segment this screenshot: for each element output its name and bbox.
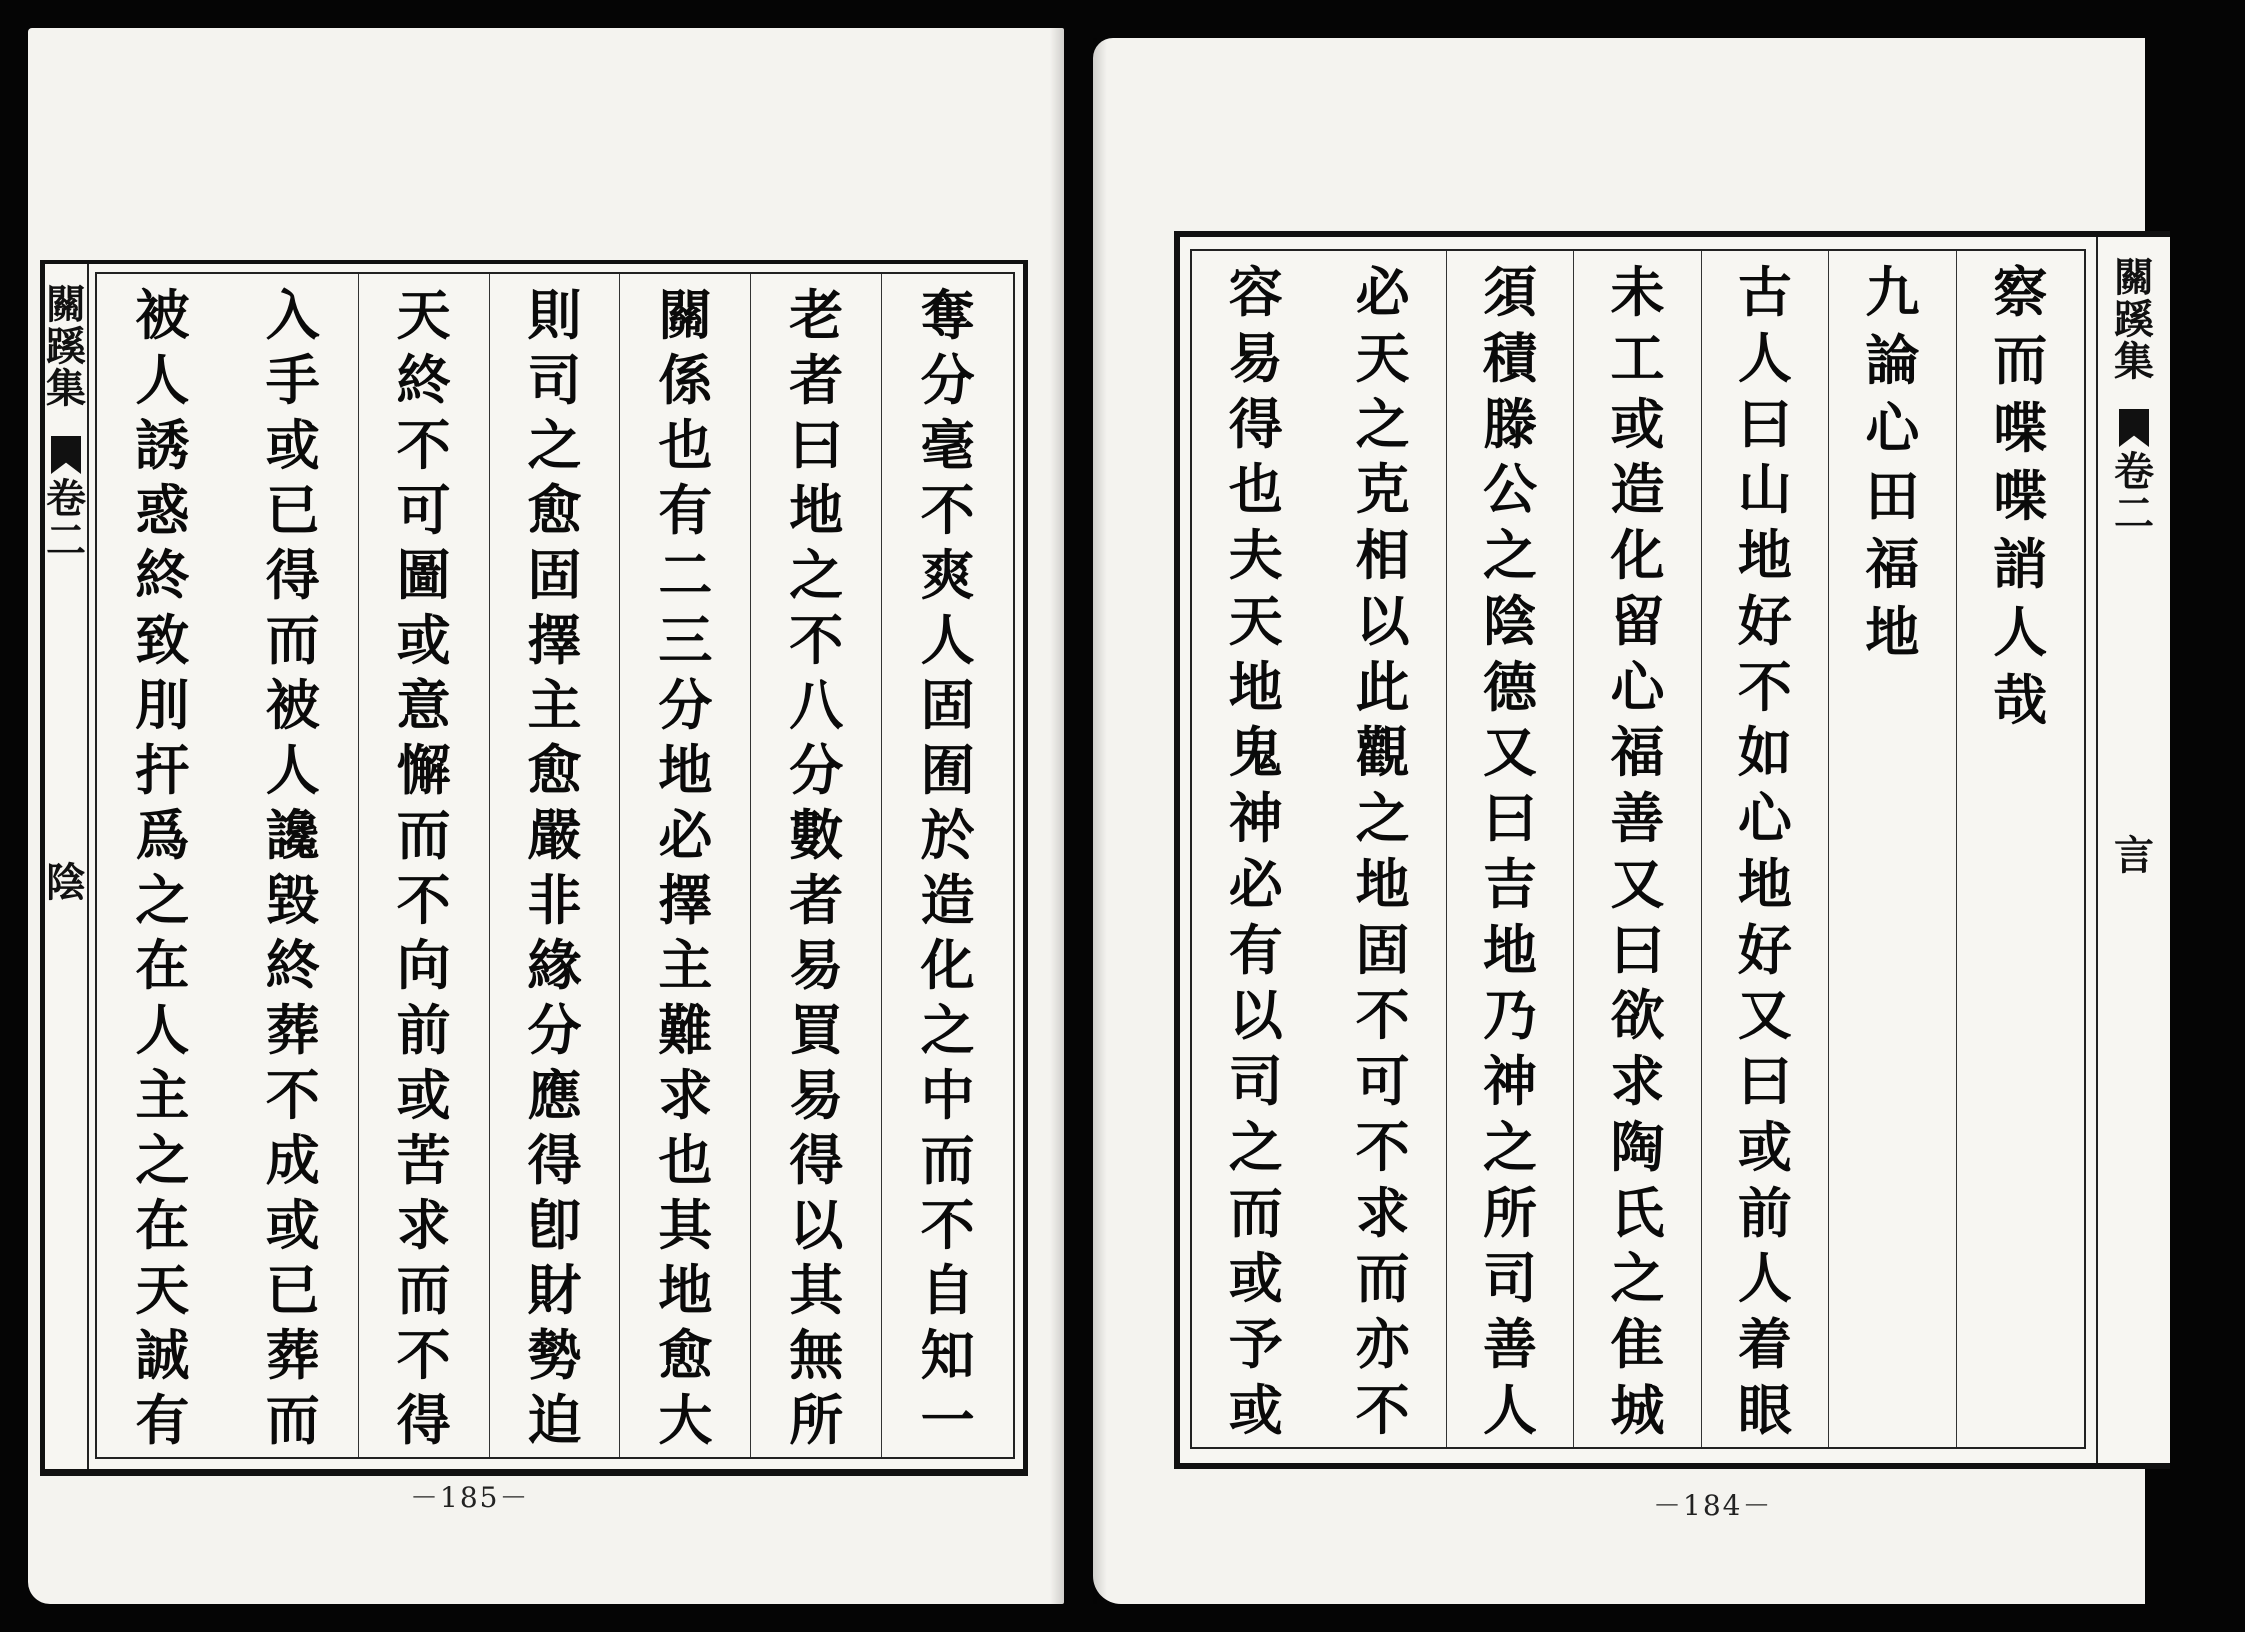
text-char: 分 [658, 673, 713, 737]
text-char: 之 [1483, 1114, 1538, 1179]
text-column [620, 274, 751, 1457]
text-char: 成 [265, 1128, 320, 1192]
text-char: 易 [789, 1063, 844, 1127]
text-char: 知 [920, 1323, 975, 1387]
text-char: 天 [1355, 325, 1410, 390]
spine-title-char: 蹊 [2114, 296, 2154, 343]
text-char: 固 [920, 673, 975, 737]
text-column [751, 274, 882, 1457]
text-char: 而 [1355, 1246, 1410, 1311]
text-char: 應 [527, 1063, 582, 1127]
text-char: 必 [1228, 851, 1283, 916]
text-char: 地 [1483, 917, 1538, 982]
page-number-right: －184－ [1653, 1489, 1773, 1522]
text-char: 又 [1483, 720, 1538, 785]
text-char: 得 [265, 543, 320, 607]
text-char: 難 [658, 998, 713, 1062]
text-char: 喋 [1993, 464, 2048, 528]
text-char: 好 [1737, 588, 1792, 653]
text-char: 九 [1865, 260, 1920, 324]
text-char: 留 [1610, 588, 1665, 653]
text-char: 手 [265, 348, 320, 412]
text-char: 而 [1228, 1180, 1283, 1245]
text-char: 人 [920, 608, 975, 672]
right-columns [1192, 251, 2084, 1447]
text-char: 在 [135, 933, 190, 997]
text-char: 被 [135, 283, 190, 347]
text-char: 葬 [265, 998, 320, 1062]
text-char: 造 [1610, 457, 1665, 522]
text-char: 毀 [265, 868, 320, 932]
text-char: 曰 [1610, 917, 1665, 982]
text-char: 人 [1993, 600, 2048, 664]
text-char: 或 [1610, 391, 1665, 456]
text-char: 克 [1355, 457, 1410, 522]
text-char: 之 [1355, 786, 1410, 850]
text-char: 化 [920, 933, 975, 997]
text-char: 惑 [135, 478, 190, 542]
text-char: 論 [1865, 328, 1920, 392]
text-char: 得 [1228, 391, 1283, 456]
text-char: 也 [658, 413, 713, 477]
text-char: 不 [1355, 1377, 1410, 1442]
text-char: 或 [1228, 1246, 1283, 1311]
text-char: 夫 [1228, 523, 1283, 587]
text-char: 此 [1355, 654, 1410, 719]
text-char: 古 [1737, 260, 1792, 324]
text-char: 被 [265, 673, 320, 737]
text-char: 所 [1483, 1180, 1538, 1245]
text-char: 囿 [920, 738, 975, 802]
text-char: 非 [527, 868, 582, 932]
text-char: 有 [135, 1388, 190, 1452]
text-char: 終 [135, 543, 190, 607]
text-char: 有 [658, 478, 713, 542]
text-char: 察 [1993, 260, 2048, 324]
text-char: 人 [1737, 325, 1792, 390]
text-char: 以 [1228, 983, 1283, 1048]
text-char: 喋 [1993, 396, 2048, 460]
text-char: 分 [920, 348, 975, 412]
spine-volume-char: 二 [2114, 490, 2154, 537]
text-char: 前 [1737, 1180, 1792, 1245]
text-char: 之 [1610, 1246, 1665, 1311]
text-char: 有 [1228, 917, 1283, 982]
text-char: 意 [396, 673, 451, 737]
text-char: 不 [1355, 1114, 1410, 1179]
text-char: 得 [527, 1128, 582, 1192]
text-char: 或 [1228, 1377, 1283, 1442]
text-char: 眼 [1737, 1377, 1792, 1442]
right-page-spine [2096, 237, 2170, 1463]
text-char: 神 [1228, 786, 1283, 850]
text-char: 一 [920, 1388, 975, 1452]
text-char: 或 [265, 1193, 320, 1257]
text-char: 以 [1355, 588, 1410, 653]
text-char: 地 [1228, 654, 1283, 719]
text-char: 地 [789, 478, 844, 542]
text-char: 致 [135, 608, 190, 672]
text-char: 不 [396, 868, 451, 932]
text-char: 求 [658, 1063, 713, 1127]
text-column [1829, 251, 1956, 1447]
text-char: 不 [265, 1063, 320, 1127]
text-char: 地 [1737, 523, 1792, 587]
text-char: 心 [1737, 786, 1792, 850]
text-char: 或 [396, 1063, 451, 1127]
text-char: 地 [1737, 851, 1792, 916]
text-char: 苦 [396, 1128, 451, 1192]
text-char: 財 [527, 1258, 582, 1322]
text-char: 入 [265, 283, 320, 347]
text-char: 亦 [1355, 1312, 1410, 1376]
text-char: 而 [396, 1258, 451, 1322]
text-char: 地 [658, 1258, 713, 1322]
text-char: 天 [135, 1258, 190, 1322]
text-char: 曰 [1737, 1049, 1792, 1113]
text-char: 曰 [789, 413, 844, 477]
text-char: 善 [1483, 1312, 1538, 1376]
text-char: 心 [1865, 396, 1920, 460]
text-char: 中 [920, 1063, 975, 1127]
text-char: 所 [789, 1388, 844, 1452]
left-text-block [95, 272, 1015, 1459]
text-char: 則 [527, 283, 582, 347]
text-char: 三 [658, 608, 713, 672]
text-char: 造 [920, 868, 975, 932]
text-char: 人 [1737, 1246, 1792, 1311]
text-char: 之 [789, 543, 844, 607]
text-char: 卽 [527, 1193, 582, 1257]
text-char: 係 [658, 348, 713, 412]
text-char: 終 [396, 348, 451, 412]
text-column [1702, 251, 1829, 1447]
text-char: 自 [920, 1258, 975, 1322]
text-char: 圖 [396, 543, 451, 607]
text-char: 隹 [1610, 1312, 1665, 1376]
right-page-frame [1174, 231, 2170, 1469]
spine-volume-char: 卷 [46, 475, 86, 522]
spine-title-char: 關 [2114, 254, 2154, 301]
text-char: 之 [135, 1128, 190, 1192]
text-char: 得 [789, 1128, 844, 1192]
text-char: 司 [527, 348, 582, 412]
text-char: 葬 [265, 1323, 320, 1387]
text-char: 觀 [1355, 720, 1410, 785]
text-char: 主 [658, 933, 713, 997]
text-char: 山 [1737, 457, 1792, 522]
text-char: 須 [1483, 260, 1538, 324]
text-char: 擇 [527, 608, 582, 672]
fish-tail-mark [51, 436, 81, 474]
spine-title-char: 關 [46, 281, 86, 328]
text-char: 可 [1355, 1049, 1410, 1113]
text-column [97, 274, 228, 1457]
text-column [1319, 251, 1446, 1447]
text-char: 扞 [135, 738, 190, 802]
text-char: 積 [1483, 325, 1538, 390]
text-char: 易 [789, 933, 844, 997]
text-char: 曰 [1737, 391, 1792, 456]
text-char: 固 [1355, 917, 1410, 982]
text-char: 地 [1355, 851, 1410, 916]
text-char: 八 [789, 673, 844, 737]
text-char: 陰 [1483, 588, 1538, 653]
text-char: 不 [1355, 983, 1410, 1048]
text-char: 主 [527, 673, 582, 737]
text-char: 買 [789, 998, 844, 1062]
text-char: 又 [1610, 851, 1665, 916]
text-char: 不 [789, 608, 844, 672]
text-char: 分 [527, 998, 582, 1062]
text-char: 嚴 [527, 803, 582, 867]
gutter-shadow [1050, 28, 1064, 1604]
text-char: 滕 [1483, 391, 1538, 456]
text-char: 求 [396, 1193, 451, 1257]
spine-bottom-char: 言 [2114, 832, 2154, 879]
text-char: 天 [396, 283, 451, 347]
text-char: 不 [920, 478, 975, 542]
gutter-shadow [1093, 38, 1107, 1604]
text-char: 固 [527, 543, 582, 607]
text-char: 老 [789, 283, 844, 347]
text-char: 容 [1228, 260, 1283, 324]
text-char: 勢 [527, 1323, 582, 1387]
text-char: 爲 [135, 803, 190, 867]
text-char: 心 [1610, 654, 1665, 719]
spine-title-char: 蹊 [46, 323, 86, 370]
text-char: 之 [1355, 391, 1410, 456]
text-char: 在 [135, 1193, 190, 1257]
text-char: 之 [920, 998, 975, 1062]
text-char: 司 [1483, 1246, 1538, 1311]
text-char: 於 [920, 803, 975, 867]
text-column [1957, 251, 2084, 1447]
text-char: 誚 [1993, 532, 2048, 596]
text-char: 天 [1228, 588, 1283, 653]
text-char: 也 [658, 1128, 713, 1192]
text-char: 已 [265, 478, 320, 542]
text-char: 德 [1483, 654, 1538, 719]
text-char: 人 [1483, 1377, 1538, 1442]
text-char: 哉 [1993, 668, 2048, 732]
text-char: 乃 [1483, 983, 1538, 1048]
text-char: 向 [396, 933, 451, 997]
text-char: 公 [1483, 457, 1538, 522]
text-char: 城 [1610, 1377, 1665, 1442]
text-char: 陶 [1610, 1114, 1665, 1179]
text-char: 者 [789, 868, 844, 932]
text-column [359, 274, 490, 1457]
spine-title-char: 集 [2114, 338, 2154, 385]
text-char: 奪 [920, 283, 975, 347]
spine-bottom-char: 陰 [46, 859, 86, 906]
left-page-spine [45, 264, 89, 1469]
text-char: 氏 [1610, 1180, 1665, 1245]
text-char: 未 [1610, 260, 1665, 324]
text-char: 以 [789, 1193, 844, 1257]
text-char: 毫 [920, 413, 975, 477]
text-char: 也 [1228, 457, 1283, 522]
left-page [28, 28, 1064, 1604]
text-char: 而 [265, 1388, 320, 1452]
text-char: 予 [1228, 1312, 1283, 1376]
text-char: 懈 [396, 738, 451, 802]
text-char: 者 [789, 348, 844, 412]
text-char: 不 [396, 413, 451, 477]
text-char: 工 [1610, 325, 1665, 390]
text-column [1447, 251, 1574, 1447]
text-char: 其 [789, 1258, 844, 1322]
text-char: 關 [658, 283, 713, 347]
text-char: 緣 [527, 933, 582, 997]
text-char: 誠 [135, 1323, 190, 1387]
text-char: 已 [265, 1258, 320, 1322]
text-char: 主 [135, 1063, 190, 1127]
text-char: 必 [658, 803, 713, 867]
text-char: 地 [658, 738, 713, 802]
right-page [1093, 38, 2154, 1604]
text-char: 不 [396, 1323, 451, 1387]
text-char: 迫 [527, 1388, 582, 1452]
text-char: 好 [1737, 917, 1792, 982]
text-char: 或 [1737, 1114, 1792, 1179]
text-char: 而 [396, 803, 451, 867]
text-char: 而 [265, 608, 320, 672]
text-char: 善 [1610, 786, 1665, 850]
spine-title-char: 集 [46, 365, 86, 412]
text-char: 着 [1737, 1312, 1792, 1376]
spine-volume-char: 卷 [2114, 448, 2154, 495]
fish-tail-mark [2119, 409, 2149, 447]
text-char: 刖 [135, 673, 190, 737]
text-column [1192, 251, 1319, 1447]
text-char: 必 [1355, 260, 1410, 324]
text-char: 鬼 [1228, 720, 1283, 785]
text-char: 吉 [1483, 851, 1538, 916]
text-char: 或 [265, 413, 320, 477]
text-char: 之 [527, 413, 582, 477]
text-column [490, 274, 621, 1457]
text-char: 可 [396, 478, 451, 542]
text-char: 化 [1610, 523, 1665, 587]
text-char: 相 [1355, 523, 1410, 587]
text-char: 前 [396, 998, 451, 1062]
text-char: 而 [920, 1128, 975, 1192]
text-char: 得 [396, 1388, 451, 1452]
text-char: 二 [658, 543, 713, 607]
text-column [882, 274, 1013, 1457]
text-char: 誘 [135, 413, 190, 477]
text-column [228, 274, 359, 1457]
text-char: 曰 [1483, 786, 1538, 850]
left-page-frame [40, 260, 1028, 1476]
text-char: 福 [1865, 532, 1920, 596]
text-char: 司 [1228, 1049, 1283, 1113]
text-char: 欲 [1610, 983, 1665, 1048]
text-char: 無 [789, 1323, 844, 1387]
text-char: 擇 [658, 868, 713, 932]
text-char: 其 [658, 1193, 713, 1257]
text-char: 如 [1737, 720, 1792, 785]
text-char: 人 [135, 998, 190, 1062]
text-char: 易 [1228, 325, 1283, 390]
text-char: 或 [396, 608, 451, 672]
page-number-left: －185－ [410, 1481, 530, 1514]
text-char: 分 [789, 738, 844, 802]
text-char: 求 [1610, 1049, 1665, 1113]
text-char: 神 [1483, 1049, 1538, 1113]
text-char: 人 [135, 348, 190, 412]
right-text-block [1190, 249, 2086, 1449]
text-char: 愈 [527, 478, 582, 542]
text-char: 福 [1610, 720, 1665, 785]
text-char: 讒 [265, 803, 320, 867]
text-char: 而 [1993, 328, 2048, 392]
text-char: 大 [658, 1388, 713, 1452]
text-column [1574, 251, 1701, 1447]
text-char: 愈 [527, 738, 582, 802]
text-char: 之 [1228, 1114, 1283, 1179]
text-char: 數 [789, 803, 844, 867]
text-char: 又 [1737, 983, 1792, 1048]
text-char: 地 [1865, 600, 1920, 664]
text-char: 終 [265, 933, 320, 997]
left-columns [97, 274, 1013, 1457]
text-char: 之 [135, 868, 190, 932]
text-char: 不 [1737, 654, 1792, 719]
text-char: 之 [1483, 523, 1538, 587]
spine-volume-char: 二 [46, 517, 86, 564]
text-char: 人 [265, 738, 320, 802]
text-char: 爽 [920, 543, 975, 607]
text-char: 求 [1355, 1180, 1410, 1245]
text-char: 田 [1865, 464, 1920, 528]
text-char: 愈 [658, 1323, 713, 1387]
text-char: 不 [920, 1193, 975, 1257]
